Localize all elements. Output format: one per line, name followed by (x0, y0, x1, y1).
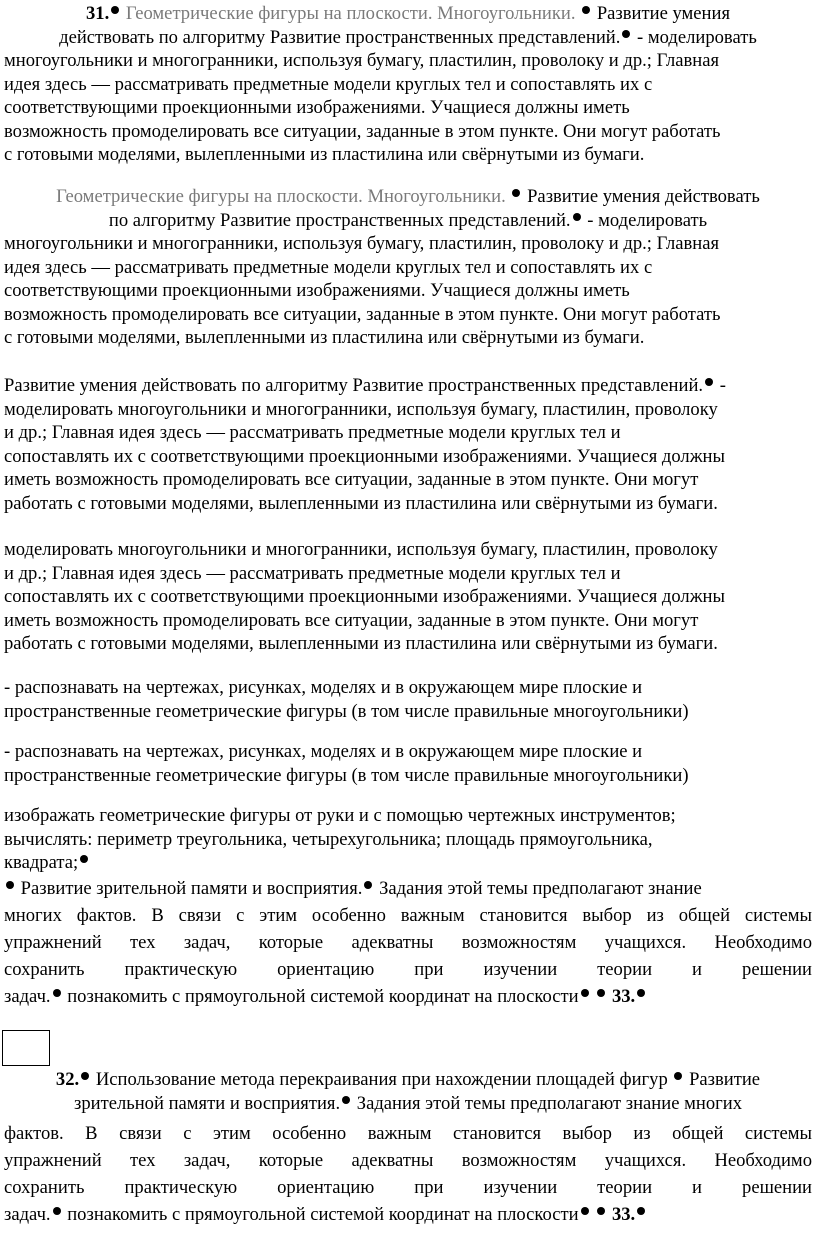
text-line: пространственные геометрические фигуры (в том числе правильные многоугольники) (4, 764, 689, 786)
bullet-icon (53, 1207, 61, 1215)
section-31-body (4, 49, 812, 167)
bullet-icon (80, 855, 88, 863)
text-line (4, 209, 812, 233)
bullet-icon (581, 1207, 589, 1215)
section-32-heading (4, 1068, 812, 1115)
block-6 (4, 740, 812, 787)
text-line: моделировать многоугольники и многогранники, используя бумагу, пластилин, проволоку (4, 539, 718, 560)
text-fragment: Развитие (689, 1069, 761, 1090)
text-line (4, 1092, 812, 1116)
bullet-icon (597, 989, 605, 997)
bullet-icon (674, 1072, 682, 1080)
text-line: работать с готовыми моделями, вылепленными из пластилина или свёрнутыми из бумаги. (4, 492, 718, 514)
text-line: изображать геометрические фигуры от руки и с помощью чертежных инструментов; (4, 805, 676, 826)
text-line: сохранить практическую ориентацию при изучении теории и решении (4, 1177, 812, 1198)
bullet-icon (111, 6, 119, 14)
text-line: с готовыми моделями, вылепленными из пластилина или свёрнутыми из бумаги. (4, 144, 645, 166)
text-line: соответствующими проекционными изображениями. Учащиеся должны иметь (4, 97, 630, 119)
text-line (4, 851, 812, 875)
text-line (4, 374, 812, 398)
bullet-icon (581, 989, 589, 997)
text-fragment: квадрата; (4, 852, 79, 874)
text-line (4, 1068, 812, 1092)
text-line: иметь возможность промоделировать все ситуации, заданные в этом пункте. Они могут (4, 609, 699, 631)
text-line: и др.; Главная идея здесь — рассматривать предметные модели круглых тел и (4, 422, 621, 444)
text-fragment: познакомить с прямоугольной системой координат на плоскости (67, 1204, 579, 1225)
text-line: фактов. В связи с этим особенно важным становится выбор из общей системы (4, 1123, 812, 1144)
block-2-body (4, 232, 812, 350)
text-line: работать с готовыми моделями, вылепленными из пластилина или свёрнутыми из бумаги. (4, 633, 718, 655)
section-31-heading-line (4, 2, 812, 26)
bullet-icon (364, 881, 372, 889)
section-32-number: 32. (55, 1069, 80, 1090)
section-31 (4, 2, 812, 49)
text-line (4, 185, 812, 209)
bullet-icon (637, 989, 645, 997)
section-32-body (4, 1120, 812, 1228)
text-fragment: - моделировать (587, 209, 708, 231)
text-fragment: Развитие умения действовать (527, 186, 760, 207)
bullet-icon (705, 378, 713, 386)
section-number: 33. (611, 985, 636, 1007)
bullet-icon (582, 6, 590, 14)
text-line: пространственные геометрические фигуры (в том числе правильные многоугольники) (4, 700, 689, 722)
block-3 (4, 374, 812, 516)
section-31-line1-tail: Развитие умения (596, 3, 730, 24)
bullet-icon (637, 1207, 645, 1215)
block-7 (4, 804, 812, 1010)
block-2-heading (4, 185, 812, 232)
block-5 (4, 676, 812, 723)
text-line: - распознавать на чертежах, рисунках, моделях и в окружающем мире плоские и (4, 741, 643, 762)
text-fragment: задач. (4, 1204, 51, 1225)
section-31-number: 31. (85, 3, 110, 24)
text-line (4, 1201, 812, 1228)
section-31-line2 (4, 26, 812, 50)
bullet-icon (597, 1207, 605, 1215)
text-line (4, 983, 812, 1010)
text-line: соответствующими проекционными изображениями. Учащиеся должны иметь (4, 280, 630, 302)
text-line: вычислять: периметр треугольника, четырехугольника; площадь прямоугольника, (4, 828, 653, 850)
empty-image-box (2, 1030, 50, 1066)
section-number: 33. (611, 1204, 636, 1225)
bullet-icon (342, 1096, 350, 1104)
text-line: сохранить практическую ориентацию при изучении теории и решении (4, 958, 812, 980)
text-fragment: Развитие зрительной памяти и восприятия. (20, 877, 363, 899)
text-fragment: Развитие умения действовать по алгоритму Развитие пространственных представлений. (4, 375, 704, 396)
block-4 (4, 538, 812, 656)
text-line: иметь возможность промоделировать все ситуации, заданные в этом пункте. Они могут (4, 469, 699, 491)
text-line: упражнений тех задач, которые адекватны возможностям учащихся. Необходимо (4, 931, 812, 953)
bullet-icon (81, 1072, 89, 1080)
text-fragment: Задания этой темы предполагают знание (379, 877, 702, 899)
text-line: идея здесь — рассматривать предметные модели круглых тел и сопоставлять их с (4, 73, 653, 95)
section-31-grey-title: Геометрические фигуры на плоскости. Многоугольники. (125, 3, 576, 24)
text-line (4, 875, 812, 902)
block-2-grey-title: Геометрические фигуры на плоскости. Многоугольники. (56, 186, 506, 207)
text-fragment: по алгоритму Развитие пространственных представлений. (108, 209, 571, 231)
text-line: сопоставлять их с соответствующими проекционными изображениями. Учащиеся должны (4, 445, 725, 467)
bullet-icon (53, 989, 61, 997)
text-line: идея здесь — рассматривать предметные модели круглых тел и сопоставлять их с (4, 256, 653, 278)
text-fragment: зрительной памяти и восприятия. (74, 1092, 341, 1114)
text-line: сопоставлять их с соответствующими проекционными изображениями. Учащиеся должны (4, 586, 725, 608)
text-line: упражнений тех задач, которые адекватны возможностям учащихся. Необходимо (4, 1150, 812, 1171)
bullet-icon (6, 881, 14, 889)
bullet-icon (573, 213, 581, 221)
text-fragment: - моделировать (637, 26, 757, 48)
text-line: с готовыми моделями, вылепленными из пластилина или свёрнутыми из бумаги. (4, 327, 645, 349)
bullet-icon (512, 189, 520, 197)
text-fragment: Задания этой темы предполагают знание многих (356, 1092, 742, 1114)
text-fragment: - (719, 375, 726, 396)
text-line: и др.; Главная идея здесь — рассматривать предметные модели круглых тел и (4, 562, 621, 584)
text-fragment: действовать по алгоритму Развитие пространственных представлений. (59, 26, 621, 48)
bullet-icon (622, 30, 630, 38)
text-line: возможность промоделировать все ситуации, заданные в этом пункте. Они могут работать (4, 120, 721, 142)
text-line: многих фактов. В связи с этим особенно важным становится выбор из общей системы (4, 904, 812, 926)
text-line: - распознавать на чертежах, рисунках, моделях и в окружающем мире плоские и (4, 677, 643, 698)
text-fragment: познакомить с прямоугольной системой координат на плоскости (67, 985, 579, 1007)
text-line: возможность промоделировать все ситуации, заданные в этом пункте. Они могут работать (4, 303, 721, 325)
text-line: многоугольники и многогранники, используя бумагу, пластилин, проволоку и др.; Главная (4, 50, 720, 71)
text-fragment: Использование метода перекраивания при нахождении площадей фигур (95, 1069, 668, 1090)
text-fragment: задач. (4, 985, 51, 1007)
text-line: моделировать многоугольники и многогранники, используя бумагу, пластилин, проволоку (4, 398, 718, 420)
text-line: многоугольники и многогранники, используя бумагу, пластилин, проволоку и др.; Главная (4, 233, 720, 254)
